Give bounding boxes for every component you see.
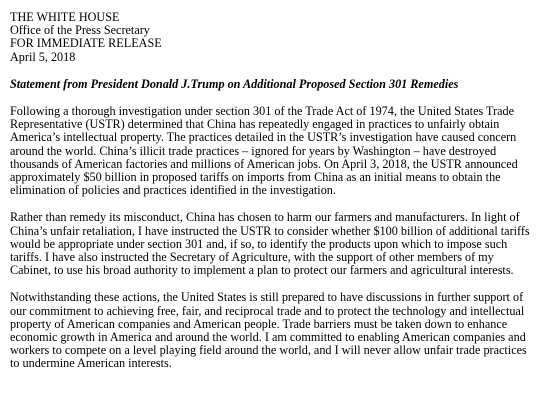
paragraph-line: elimination of policies and practices identified in the investigation. [10,183,336,198]
paragraph-line: our commitment to achieving free, fair, and reciprocal trade and to protect the technology and intellectual [10,303,525,318]
paragraph-3 [10,291,546,370]
paragraph-line: would be appropriate under section 301 and, if so, to identify the products upon which to impose such [10,236,508,251]
release-label: FOR IMMEDIATE RELEASE [10,36,162,51]
paragraph-line: China’s unfair retaliation, I have instructed the USTR to consider whether $100 billion of additional tariffs [10,223,530,238]
paragraph-2 [10,211,546,277]
paragraph-line: workers to compete on a level playing field around the world, and I will never allow unfair trade practices [10,343,527,358]
paragraph-line: around the world. China’s illicit trade practices – ignored for years by Washington – have destroyed [10,143,497,158]
paragraph-line: Representative (USTR) determined that China has repeatedly engaged in practices to unfairly obtain [10,117,500,132]
paragraph-line: thousands of American factories and millions of American jobs. On April 3, 2018, the USTR announced [10,156,518,171]
press-release-document [10,11,546,371]
office-name: Office of the Press Secretary [10,23,150,38]
paragraph-line: America’s intellectual property. The practices detailed in the USTR’s investigation have caused concern [10,130,517,145]
paragraph-line: approximately $50 billion in proposed tariffs on imports from China as an initial means to obtain the [10,170,501,185]
release-date: April 5, 2018 [10,49,76,64]
paragraph-line: Rather than remedy its misconduct, China has chosen to harm our farmers and manufacturers. In light of [10,210,520,225]
paragraph-line: Notwithstanding these actions, the United States is still prepared to have discussions in further support of [10,290,524,305]
organization-name: THE WHITE HOUSE [10,10,120,24]
paragraph-line: Cabinet, to use his broad authority to implement a plan to protect our farmers and agricultural interests. [10,263,514,278]
paragraph-line: tariffs. I have also instructed the Secretary of Agriculture, with the support of other members of my [10,250,494,265]
paragraph-1 [10,105,546,197]
paragraph-line: property of American companies and American people. Trade barriers must be taken down to enhance [10,316,508,331]
release-header [10,11,546,64]
statement-title: Statement from President Donald J.Trump on Additional Proposed Section 301 Remedies [10,76,459,91]
paragraph-line: economic growth in America and around the world. I am committed to enabling American companies and [10,330,526,345]
paragraph-line: Following a thorough investigation under section 301 of the Trade Act of 1974, the United States Trade [10,104,515,119]
paragraph-line: to undermine American interests. [10,356,172,371]
